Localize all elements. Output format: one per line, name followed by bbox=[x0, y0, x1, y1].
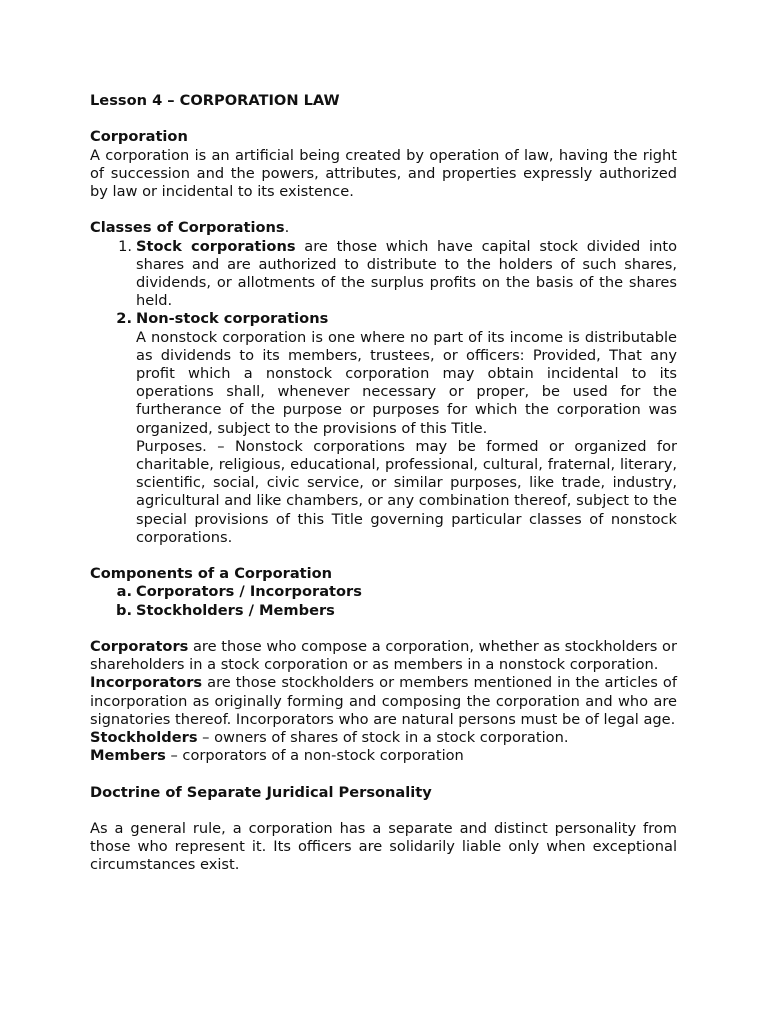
doctrine-text: As a general rule, a corporation has a separate and distinct personality from those who represent it. Its officers are solidarily liable only when exceptional circumstances exist. bbox=[90, 820, 677, 874]
corporators-definition: Corporators are those who compose a corporation, whether as stockholders or shareholders in a stock corporation or as members in a nonstock corporation. bbox=[90, 638, 677, 674]
list-marker: a. bbox=[116, 583, 132, 601]
list-marker: 2. bbox=[116, 310, 132, 328]
non-stock-purposes: Purposes. – Nonstock corporations may be formed or organized for charitable, religious, educational, professional, cultural, fraternal, literary, scientific, social, civic service, or similar purposes, like trade, industry, agricultural and like chambers, or any combination thereof, subject to the special provisions of this Title governing particular classes of nonstock corporations. bbox=[136, 437, 677, 546]
document-body bbox=[90, 92, 677, 875]
corporation-definition: A corporation is an artificial being created by operation of law, having the right of succession and the powers, attributes, and properties expressly authorized by law or incidental to its existence. bbox=[90, 146, 677, 200]
list-item: a. Corporators / Incorporators bbox=[90, 583, 677, 601]
list-item: b. Stockholders / Members bbox=[90, 602, 677, 620]
list-item bbox=[90, 238, 677, 311]
members-definition: Members – corporators of a non-stock corporation bbox=[90, 747, 464, 765]
corporation-heading: Corporation bbox=[90, 128, 188, 146]
stock-corporations-definition: Stock corporations are those which have capital stock divided into shares and are authorized to distribute to the holders of such shares, dividends, or allotments of the surplus profits on the basis of the shares held. bbox=[136, 237, 677, 310]
lesson-title: Lesson 4 – CORPORATION LAW bbox=[90, 92, 340, 109]
non-stock-heading: Non-stock corporations bbox=[136, 310, 329, 328]
incorporators-definition: Incorporators are those stockholders or members mentioned in the articles of incorporation as originally forming and composing the corporation and who are signatories thereof. Incorporators who are natural persons must be of legal age. bbox=[90, 674, 677, 728]
list-item bbox=[90, 310, 677, 547]
components-heading: Components of a Corporation bbox=[90, 565, 333, 583]
stockholders-definition: Stockholders – owners of shares of stock in a stock corporation. bbox=[90, 729, 569, 747]
list-marker: 1. bbox=[118, 237, 132, 255]
classes-list bbox=[90, 238, 677, 547]
classes-heading: Classes of Corporations. bbox=[90, 219, 290, 237]
components-list bbox=[90, 583, 677, 619]
non-stock-definition: A nonstock corporation is one where no part of its income is distributable as dividends to its members, trustees, or officers: Provided, That any profit which a nonstock corporation may obtain incidental to its operations shall, whenever necessary or proper, be used for the furtherance of the purpose or purposes for which the corporation was organized, subject to the provisions of this Title. bbox=[136, 328, 677, 437]
list-marker: b. bbox=[116, 601, 132, 619]
doctrine-heading: Doctrine of Separate Juridical Personality bbox=[90, 783, 432, 801]
